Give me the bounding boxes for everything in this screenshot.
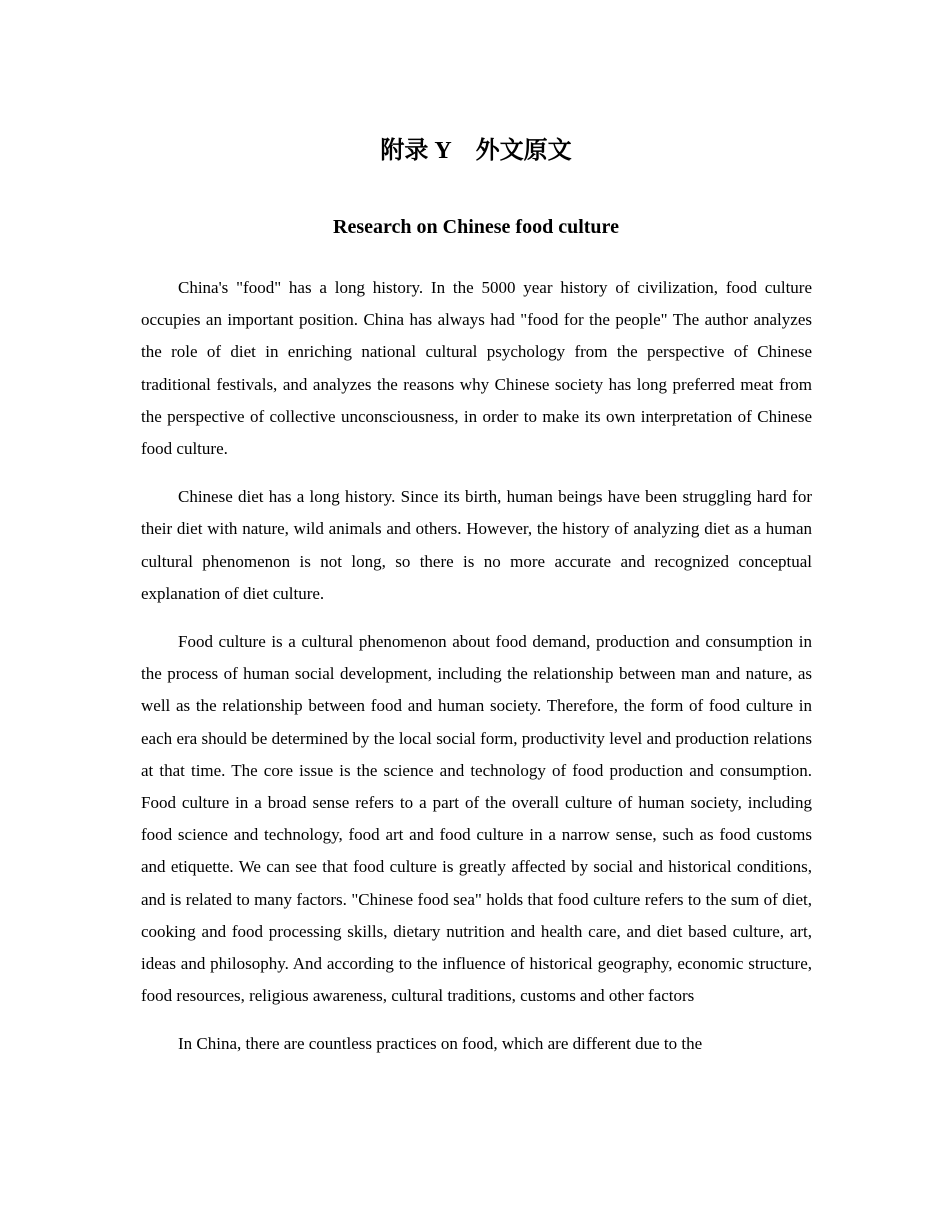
- article-title: Research on Chinese food culture: [333, 216, 619, 238]
- appendix-title: 外文原文: [475, 136, 572, 164]
- paragraph-3: Food culture is a cultural phenomenon about food demand, production and consumption in the process of human social development, including the relationship between man and nature, as well as the relationship between food and human society. Therefore, the form of food culture in each era should be determined by the local social form, productivity level and production relations at that time. The core issue is the science and technology of food production and consumption. Food culture in a broad sense refers to a part of the overall culture of human society, including food science and technology, food art and food culture in a narrow sense, such as food customs and etiquette. We can see that food culture is greatly affected by social and historical conditions, and is related to many factors. "Chinese food sea" holds that food culture refers to the sum of diet, cooking and food processing skills, dietary nutrition and health care, and diet based culture, art, ideas and philosophy. And according to the influence of historical geography, economic structure, food resources, religious awareness, cultural traditions, customs and other factors: [141, 632, 812, 1006]
- article-body: [141, 272, 812, 1132]
- paragraph-2: Chinese diet has a long history. Since its birth, human beings have been struggling hard for their diet with nature, wild animals and others. However, the history of analyzing diet as a human cultural phenomenon is not long, so there is no more accurate and recognized conceptual explanation of diet culture.: [141, 487, 812, 603]
- appendix-label: 附录 Y: [380, 138, 452, 164]
- appendix-heading: [0, 132, 952, 169]
- paragraph-1: China's "food" has a long history. In the 5000 year history of civilization, food culture occupies an important position. China has always had "food for the people" The author analyzes the role of diet in enriching national cultural psychology from the perspective of Chinese traditional festivals, and analyzes the reasons why Chinese society has long preferred meat from the perspective of collective unconsciousness, in order to make its own interpretation of Chinese food culture.: [141, 278, 812, 459]
- paragraph-4: In China, there are countless practices on food, which are different due to the: [178, 1034, 703, 1054]
